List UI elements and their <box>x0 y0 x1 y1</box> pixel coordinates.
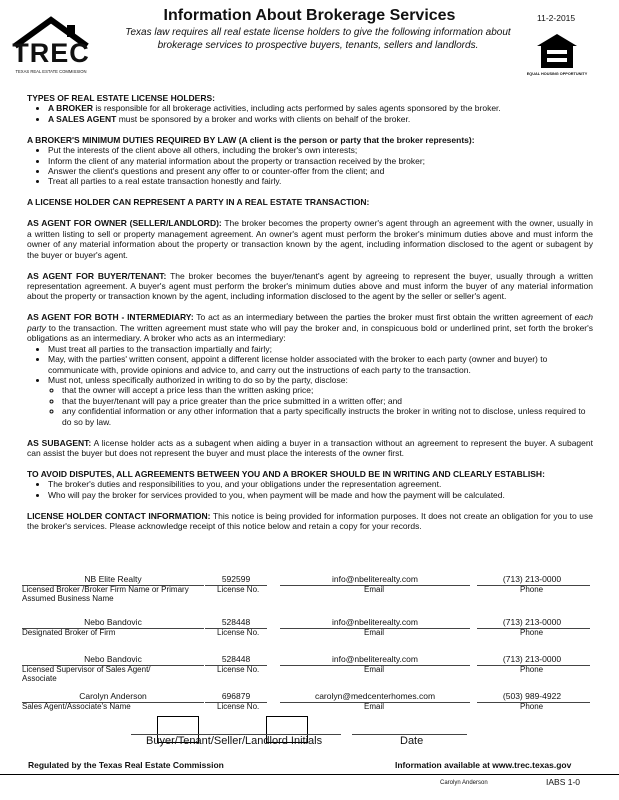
list-item: • A BROKER is responsible for all brokerage activities, including acts performed by sales agents sponsored by the broker. <box>48 103 593 113</box>
form-date: 11-2-2015 <box>537 13 576 23</box>
supervisor-name: Nebo Bandovic <box>84 654 142 664</box>
list-item: • Must not, unless specifically authorized in writing to do so by the party, disclose: ◦ that the owner will accept a price less than the written asking price; ◦ that the buyer/tenant will pay a price greater than the price submitted in a written offer; and ◦ any confidential information or any other information that a party specifically instructs the broker in writing not to disclose, unless required to do so by law. <box>48 375 593 427</box>
types-heading: TYPES OF REAL ESTATE LICENSE HOLDERS: <box>27 93 215 103</box>
disputes-list <box>27 479 593 500</box>
phone-caption: Phone <box>520 628 544 637</box>
broker-email: info@nbeliterealty.com <box>332 574 418 584</box>
sales-agent-phone: (503) 989-4922 <box>502 691 562 701</box>
broker-license: 592599 <box>221 574 251 584</box>
list-item: • Treat all parties to a real estate transaction honestly and fairly. <box>48 176 593 186</box>
list-item: ◦ any confidential information or any other information that a party specifically instructs the broker in writing not to disclose, unless required to do so by law. <box>62 406 593 427</box>
email-caption: Email <box>364 585 385 594</box>
supervisor-email: info@nbeliterealty.com <box>332 654 418 664</box>
date-label: Date <box>400 735 424 747</box>
list-item: • The broker's duties and responsibilities to you, and your obligations under the representation agreement. <box>48 479 593 489</box>
designated-broker-phone: (713) 213-0000 <box>502 617 562 627</box>
email-caption: Email <box>364 665 385 674</box>
license-caption: License No. <box>217 628 260 637</box>
trec-info-link[interactable]: Information available at www.trec.texas.gov <box>395 760 572 770</box>
contact-table <box>22 572 592 712</box>
form-id: IABS 1-0 <box>546 777 581 787</box>
sales-agent-email: carolyn@medcenterhomes.com <box>314 691 436 701</box>
duties-heading: A BROKER'S MINIMUM DUTIES REQUIRED BY LAW (A client is the person or party that the broker represents): <box>27 134 475 145</box>
email-caption: Email <box>364 702 385 711</box>
intermediary-paragraph: AS AGENT FOR BOTH - INTERMEDIARY: To act as an intermediary between the parties the broker must first obtain the written agreement of each party to the transaction. The written agreement must state who will pay the broker and, in conspicuous bold or underlined print, set forth the broker's obligations as an intermediary. A broker who acts as an intermediary: <box>27 312 593 344</box>
represent-heading: A LICENSE HOLDER CAN REPRESENT A PARTY IN A REAL ESTATE TRANSACTION: <box>27 197 370 208</box>
list-item: • Answer the client's questions and present any offer to or counter-offer from the client; and <box>48 166 593 176</box>
list-item: • A SALES AGENT must be sponsored by a broker and works with clients on behalf of the broker. <box>48 114 593 124</box>
subagent-paragraph: AS SUBAGENT: A license holder acts as a subagent when aiding a buyer in a transaction without an agreement to represent the buyer. A subagent can assist the buyer but does not represent the buyer and must place the interests of the owner first. <box>27 437 593 458</box>
list-item: • Put the interests of the client above all others, including the broker's own interests; <box>48 145 593 155</box>
phone-caption: Phone <box>520 585 544 594</box>
logo-text: TREC <box>12 38 90 68</box>
disclose-list <box>48 385 593 427</box>
regulated-text: Regulated by the Texas Real Estate Commission <box>28 760 224 770</box>
phone-caption: Phone <box>520 702 544 711</box>
phone-caption: Phone <box>520 665 544 674</box>
page-title: Information About Brokerage Services <box>163 7 456 24</box>
buyer-paragraph: AS AGENT FOR BUYER/TENANT: The broker becomes the buyer/tenant's agent by agreeing to represent the buyer, usually through a written representation agreement. A buyer's agent must perform the broker's minimum duties above and must inform the buyer of any material information about the property or transaction known by the agent, including information disclosed to the agent by the seller or seller's agent. <box>27 270 593 302</box>
list-item: • Must treat all parties to the transaction impartially and fairly; <box>48 344 593 354</box>
license-caption: License No. <box>217 665 260 674</box>
broker-firm-name: NB Elite Realty <box>84 574 142 584</box>
sales-agent-license: 696879 <box>221 691 251 701</box>
list-item: ◦ that the buyer/tenant will pay a price greater than the price submitted in a written offer; and <box>62 396 593 406</box>
sales-agent-name: Carolyn Anderson <box>79 691 147 701</box>
email-caption: Email <box>364 628 385 637</box>
agent-name-footer: Carolyn Anderson <box>440 780 488 786</box>
page-subtitle: Texas law requires all real estate license holders to give the following information about brokerage services to prospective buyers, tenants, sellers and landlords. <box>125 27 511 51</box>
designated-broker-email: info@nbeliterealty.com <box>332 617 418 627</box>
types-list <box>27 103 593 124</box>
supervisor-caption: Licensed Supervisor of Sales Agent/ Associate <box>22 665 151 683</box>
sales-agent-caption: Sales Agent/Associate's Name <box>22 702 131 711</box>
trec-logo <box>10 16 92 82</box>
disputes-heading: TO AVOID DISPUTES, ALL AGREEMENTS BETWEEN YOU AND A BROKER SHOULD BE IN WRITING AND CLEARLY ESTABLISH: <box>27 468 545 479</box>
designated-broker-name: Nebo Bandovic <box>84 617 142 627</box>
list-item: • May, with the parties' written consent, appoint a different license holder associated with the broker to each party (owner and buyer) to communicate with, provide opinions and advice to, and carry out the instructions of each party to the transaction. <box>48 354 593 375</box>
supervisor-license: 528448 <box>221 654 251 664</box>
broker-role-caption: Licensed Broker /Broker Firm Name or Primary Assumed Business Name <box>22 585 189 603</box>
list-item: ◦ that the owner will accept a price less than the written asking price; <box>62 385 593 395</box>
owner-paragraph: AS AGENT FOR OWNER (SELLER/LANDLORD): The broker becomes the property owner's agent through an agreement with the owner, usually in a written listing to sell or property management agreement. An owner's agent must perform the broker's minimum duties above and must inform the owner of any material information about the property or transaction known by the agent, including information disclosed to the agent or subagent by the buyer or buyer's agent. <box>27 218 593 260</box>
list-item: • Who will pay the broker for services provided to you, when payment will be made and how the payment will be calculated. <box>48 490 593 500</box>
designated-broker-license: 528448 <box>221 617 251 627</box>
equal-housing-icon <box>535 32 579 72</box>
intermediary-list <box>27 344 593 427</box>
broker-phone: (713) 213-0000 <box>502 574 562 584</box>
list-item: • Inform the client of any material information about the property or transaction received by the broker; <box>48 156 593 166</box>
equal-housing-text: EQUAL HOUSING OPPORTUNITY <box>526 72 588 76</box>
initials-label: Buyer/Tenant/Seller/Landlord Initials <box>146 735 323 747</box>
supervisor-phone: (713) 213-0000 <box>502 654 562 664</box>
duties-list <box>27 145 593 187</box>
license-caption: License No. <box>217 702 260 711</box>
document-body <box>27 93 593 532</box>
license-caption: License No. <box>217 585 260 594</box>
logo-subtext: TEXAS REAL ESTATE COMMISSION <box>15 69 87 74</box>
contact-paragraph: LICENSE HOLDER CONTACT INFORMATION: This notice is being provided for information purposes. It does not create an obligation for you to use the broker's services. Please acknowledge receipt of this notice below and retain a copy for your records. <box>27 510 593 532</box>
designated-broker-caption: Designated Broker of Firm <box>22 628 116 637</box>
